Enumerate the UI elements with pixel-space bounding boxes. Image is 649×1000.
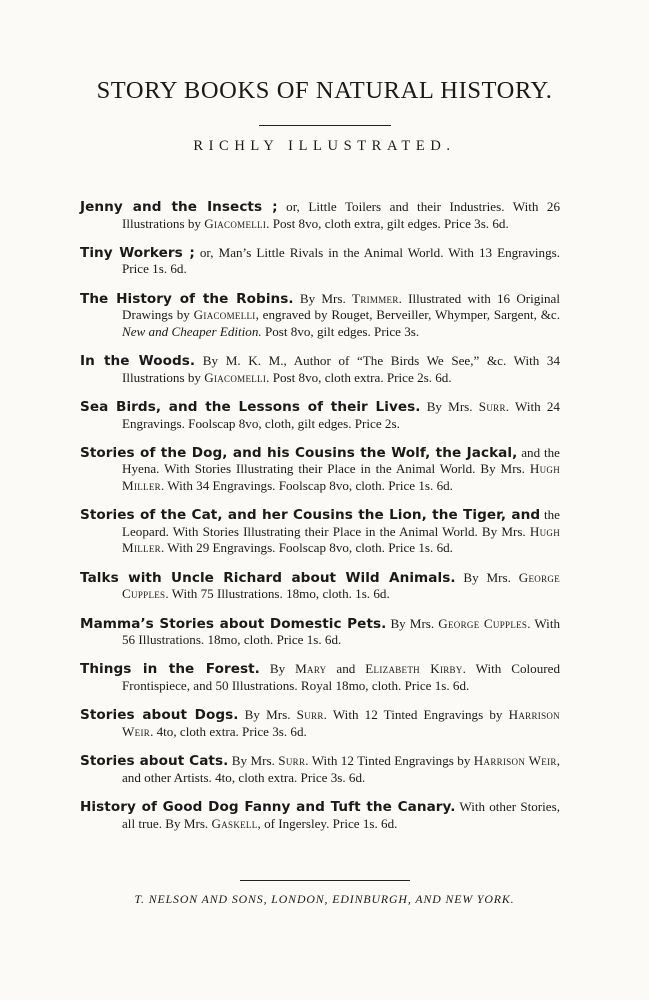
book-description: By Mrs.: [238, 707, 297, 723]
book-list: [80, 186, 560, 841]
book-title: Sea Birds, and the Lessons of their Lives.: [80, 399, 421, 416]
person-name: Giacomelli: [204, 369, 267, 385]
book-description: By Mrs.: [420, 399, 479, 415]
book-entry: [80, 445, 560, 494]
book-title: Mamma’s Stories about Domestic Pets.: [80, 615, 387, 632]
person-name: Hugh Miller: [122, 523, 560, 556]
book-entry: [80, 291, 560, 340]
book-entry: [80, 616, 560, 649]
book-title: Stories about Cats.: [80, 753, 229, 770]
book-description: . 4to, cloth extra. Price 3s. 6d.: [150, 723, 307, 739]
book-entry: [80, 570, 560, 603]
person-name: Trimmer: [352, 290, 399, 306]
person-name: Surr: [296, 707, 324, 723]
footer-divider: [240, 880, 410, 881]
book-description: By Mrs.: [455, 569, 519, 585]
book-entry: [80, 353, 560, 386]
page-subtitle: RICHLY ILLUSTRATED.: [193, 138, 456, 154]
person-name: Mary: [295, 661, 327, 677]
book-title: Stories about Dogs.: [80, 707, 239, 724]
book-title: Tiny Workers ;: [80, 245, 195, 261]
person-name: Surr: [478, 399, 506, 415]
book-title: Talks with Uncle Richard about Wild Animals.: [80, 569, 456, 586]
title-divider: [259, 125, 391, 126]
book-description: . With 56 Illustrations. 18mo, cloth. Price 1s. 6d.: [122, 615, 561, 647]
book-description: With other Stories, all true. By Mrs.: [122, 799, 560, 831]
book-description: Post 8vo, gilt edges. Price 3s.: [261, 323, 420, 339]
book-entry: [80, 707, 560, 740]
book-description: . Post 8vo, cloth extra. Price 2s. 6d.: [266, 369, 452, 385]
edition-note: New and Cheaper Edition.: [122, 323, 262, 339]
book-title: The History of the Robins.: [80, 290, 294, 307]
person-name: Surr: [278, 753, 306, 769]
book-description: and: [326, 661, 366, 677]
book-title: In the Woods.: [80, 353, 196, 370]
book-entry: [80, 399, 560, 432]
person-name: Giacomelli: [204, 215, 267, 231]
person-name: Gaskell: [211, 815, 258, 831]
book-description: . With 24 Engravings. Foolscap 8vo, cloth, gilt edges. Price 2s.: [122, 399, 560, 431]
person-name: Hugh Miller: [122, 461, 560, 493]
publisher-imprint: T. NELSON AND SONS, LONDON, EDINBURGH, AND NEW YORK.: [134, 892, 515, 906]
book-title: History of Good Dog Fanny and Tuft the Canary.: [80, 799, 456, 816]
book-title: Stories of the Cat, and her Cousins the Lion, the Tiger, and: [80, 507, 541, 524]
book-title: Things in the Forest.: [80, 661, 260, 678]
book-description: the Leopard. With Stories Illustrating their Place in the Animal World. By Mrs.: [122, 507, 560, 539]
book-description: , and other Artists. 4to, cloth extra. Price 3s. 6d.: [122, 753, 560, 785]
book-entry: [80, 245, 560, 278]
book-description: or, Little Toilers and their Industries. With 26 Illustrations by: [122, 199, 561, 231]
book-entry: [80, 799, 560, 832]
book-entry: [80, 661, 560, 694]
person-name: Giacomelli: [193, 307, 256, 323]
book-description: . Post 8vo, cloth extra, gilt edges. Price 3s. 6d.: [266, 215, 509, 231]
book-description: By M. K. M., Author of “The Birds We See,” &c. With 34 Illustrations by: [122, 353, 561, 385]
book-description: By Mrs.: [228, 753, 279, 769]
book-title: Jenny and the Insects ;: [80, 199, 278, 216]
book-description: . With Coloured Frontispiece, and 50 Illustrations. Royal 18mo, cloth. Price 1s. 6d.: [122, 661, 560, 693]
book-title: Stories of the Dog, and his Cousins the Wolf, the Jackal,: [80, 445, 518, 462]
book-description: . Illustrated with 16 Original Drawings by: [122, 290, 560, 323]
book-description: By Mrs.: [386, 615, 439, 631]
book-description: . With 12 Tinted Engravings by: [323, 707, 509, 723]
book-description: By: [259, 661, 296, 677]
book-description: . With 34 Engravings. Foolscap 8vo, cloth. Price 1s. 6d.: [160, 477, 453, 493]
book-description: . With 75 Illustrations. 18mo, cloth. 1s. 6d.: [165, 586, 390, 602]
book-description: By Mrs.: [293, 290, 353, 306]
person-name: George Cupples: [122, 569, 560, 602]
book-description: , of Ingersley. Price 1s. 6d.: [257, 815, 398, 831]
book-description: and the Hyena. With Stories Illustrating their Place in the Animal World. By Mrs.: [122, 445, 560, 477]
book-description: . With 12 Tinted Engravings by: [305, 753, 474, 769]
book-entry: [80, 507, 560, 556]
page-title: STORY BOOKS OF NATURAL HISTORY.: [96, 77, 553, 104]
person-name: Elizabeth Kirby: [365, 661, 463, 677]
person-name: Harrison Weir: [122, 707, 560, 739]
book-description: or, Man’s Little Rivals in the Animal World. With 13 Engravings. Price 1s. 6d.: [122, 245, 560, 277]
book-entry: [80, 753, 560, 786]
person-name: Harrison Weir: [473, 753, 557, 769]
book-description: . With 29 Engravings. Foolscap 8vo, cloth. Price 1s. 6d.: [160, 540, 453, 556]
person-name: George Cupples: [438, 615, 528, 631]
book-entry: [80, 199, 560, 232]
book-description: , engraved by Rouget, Berveiller, Whymper, Sargent, &c.: [255, 307, 560, 323]
